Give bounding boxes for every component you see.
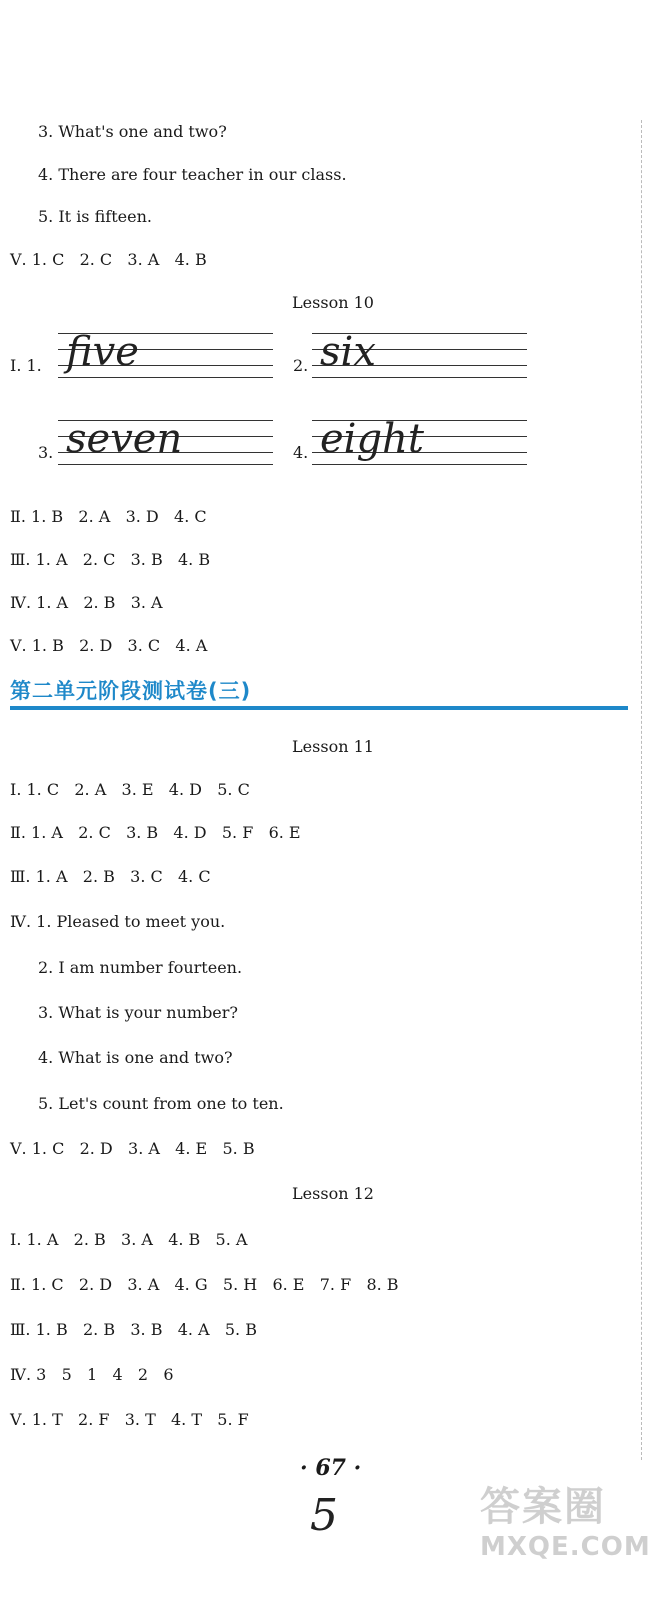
answer-line: Ⅴ. 1. C 2. C 3. A 4. B: [10, 250, 207, 269]
answer-line: 5. It is fifteen.: [38, 207, 152, 226]
writing-block-eight: [312, 416, 527, 570]
answer-line: 4. There are four teacher in our class.: [38, 165, 347, 184]
answer-line: Ⅱ. 1. C 2. D 3. A 4. G 5. H 6. E 7. F 8. B: [10, 1275, 399, 1294]
handwritten-word: eight: [320, 416, 424, 462]
unit-heading: 第二单元阶段测试卷(三): [10, 679, 252, 703]
writing-label: 3.: [38, 443, 54, 462]
answer-line: Ⅴ. 1. T 2. F 3. T 4. T 5. F: [10, 1410, 249, 1429]
answer-line: 4. What is one and two?: [38, 1048, 233, 1067]
lesson-title: Lesson 10: [292, 293, 374, 312]
writing-block-seven: [58, 416, 273, 570]
answer-line: 3. What's one and two?: [38, 122, 227, 141]
answer-line: Ⅰ. 1. A 2. B 3. A 4. B 5. A: [10, 1230, 248, 1249]
page-number: · 67 ·: [300, 1455, 362, 1481]
answer-line: Ⅴ. 1. B 2. D 3. C 4. A: [10, 636, 208, 655]
answer-line: 2. I am number fourteen.: [38, 958, 243, 977]
writing-label: Ⅰ. 1.: [10, 356, 42, 375]
watermark-text: 答案圈: [480, 1484, 606, 1530]
answer-line: Ⅴ. 1. C 2. D 3. A 4. E 5. B: [10, 1139, 255, 1158]
lesson-title: Lesson 11: [292, 737, 374, 756]
answer-line: Ⅳ. 1. Pleased to meet you.: [10, 912, 226, 931]
answer-line: Ⅱ. 1. B 2. A 3. D 4. C: [10, 507, 207, 526]
margin-rule: [641, 120, 642, 1460]
answer-line: 3. What is your number?: [38, 1003, 238, 1022]
heading-rule: [10, 706, 628, 710]
handwritten-word: seven: [66, 416, 183, 462]
handwritten-word: six: [320, 329, 376, 375]
answer-line: Ⅲ. 1. A 2. C 3. B 4. B: [10, 550, 211, 569]
answer-line: 5. Let's count from one to ten.: [38, 1094, 284, 1113]
answer-line: Ⅲ. 1. A 2. B 3. C 4. C: [10, 867, 211, 886]
answer-line: Ⅳ. 3 5 1 4 2 6: [10, 1365, 174, 1384]
answer-line: Ⅰ. 1. C 2. A 3. E 4. D 5. C: [10, 780, 250, 799]
writing-label: 4.: [293, 443, 309, 462]
handwritten-number: 5: [310, 1490, 338, 1541]
answer-line: Ⅲ. 1. B 2. B 3. B 4. A 5. B: [10, 1320, 257, 1339]
handwritten-word: five: [66, 329, 139, 375]
answer-line: Ⅱ. 1. A 2. C 3. B 4. D 5. F 6. E: [10, 823, 301, 842]
lesson-title: Lesson 12: [292, 1184, 374, 1203]
writing-label: 2.: [293, 356, 309, 375]
watermark-logo: [480, 1475, 651, 1562]
answer-line: Ⅳ. 1. A 2. B 3. A: [10, 593, 163, 612]
watermark-url: MXQE.COM: [480, 1532, 651, 1562]
